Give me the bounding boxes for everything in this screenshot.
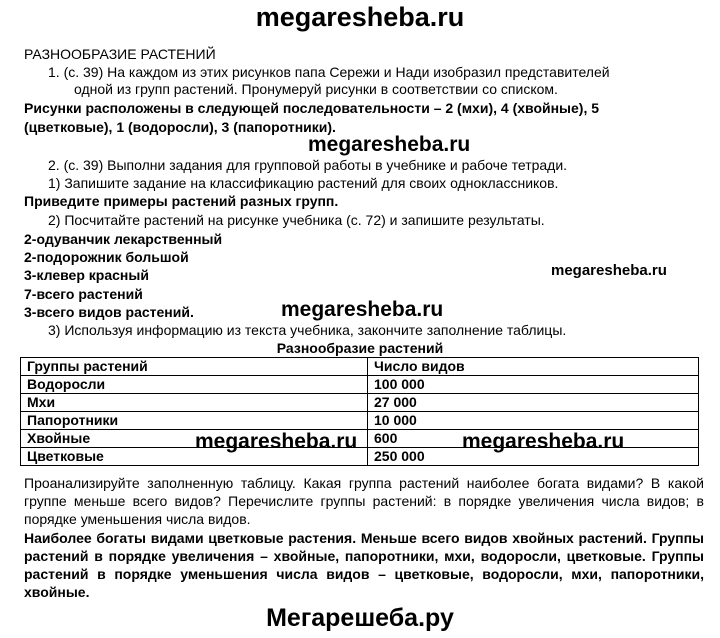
table-row xyxy=(21,376,699,394)
count-item: 2-одуванчик лекарственный xyxy=(24,231,223,247)
site-footer: Мегарешеба.ру xyxy=(266,604,454,632)
table-header-cell: Число видов xyxy=(368,358,699,376)
table-header-row xyxy=(21,358,699,376)
group-cell: Мхи xyxy=(21,394,368,412)
group-cell: Папоротники xyxy=(21,412,368,430)
count-item: 3-клевер красный xyxy=(24,267,149,283)
count-item: 3-всего видов растений. xyxy=(24,304,194,320)
analysis-question: Проанализируйте заполненную таблицу. Какая группа растений наиболее богата видами? В какой группе меньше всего видов? Перечислите группы растений: в порядке увеличения числа видов; в порядке уменьшения числа видов. xyxy=(24,475,704,527)
watermark: megaresheba.ru xyxy=(195,430,358,453)
count-item: 7-всего растений xyxy=(24,286,143,302)
task2-subtask1: 1) Запишите задание на классификацию растений для своих одноклассников. xyxy=(48,175,559,191)
count-cell: 100 000 xyxy=(368,376,699,394)
watermark: megaresheba.ru xyxy=(281,298,444,321)
page-title: РАЗНООБРАЗИЕ РАСТЕНИЙ xyxy=(24,46,216,62)
count-cell: 27 000 xyxy=(368,394,699,412)
table-row xyxy=(21,394,699,412)
task1-text-line2: одной из групп растений. Пронумеруй рисунки в соответствии со списком. xyxy=(74,81,558,97)
table-header-cell: Группы растений xyxy=(21,358,368,376)
task2-subtask3: 3) Используя информацию из текста учебника, закончите заполнение таблицы. xyxy=(48,322,567,338)
task1-answer-line2: (цветковые), 1 (водоросли), 3 (папоротники). xyxy=(24,119,336,135)
task2-subtask2: 2) Посчитайте растений на рисунке учебника (с. 72) и запишите результаты. xyxy=(48,212,545,228)
watermark: megaresheba.ru xyxy=(462,430,625,453)
count-cell: 600 xyxy=(368,430,699,448)
task2-text: 2. (с. 39) Выполни задания для групповой работы в учебнике и рабоче тетради. xyxy=(48,157,568,173)
count-cell: 250 000 xyxy=(368,448,699,466)
watermark: megaresheba.ru xyxy=(308,133,471,156)
task2-answer1: Приведите примеры растений разных групп. xyxy=(24,193,339,209)
analysis-answer: Наиболее богаты видами цветковые растения. Меньше всего видов хвойных растений. Группы растений в порядке увеличения – хвойные, папоротники, мхи, водоросли, цветковые. Группы растений в порядке уменьшения числа видов – цветковые, водоросли, мхи, папоротники, хвойные. xyxy=(24,530,704,600)
table-title: Разнообразие растений xyxy=(276,340,444,356)
count-cell: 10 000 xyxy=(368,412,699,430)
site-header: megaresheba.ru xyxy=(255,2,465,32)
table-row xyxy=(21,412,699,430)
count-item: 2-подорожник большой xyxy=(24,249,189,265)
task1-text-line1: 1. (с. 39) На каждом из этих рисунков папа Сережи и Нади изобразил представителей xyxy=(48,64,610,80)
group-cell: Цветковые xyxy=(21,448,368,466)
task1-answer-line1: Рисунки расположены в следующей последовательности – 2 (мхи), 4 (хвойные), 5 xyxy=(24,100,600,116)
watermark: megaresheba.ru xyxy=(551,262,667,279)
group-cell: Водоросли xyxy=(21,376,368,394)
group-cell: Хвойные xyxy=(21,430,368,448)
